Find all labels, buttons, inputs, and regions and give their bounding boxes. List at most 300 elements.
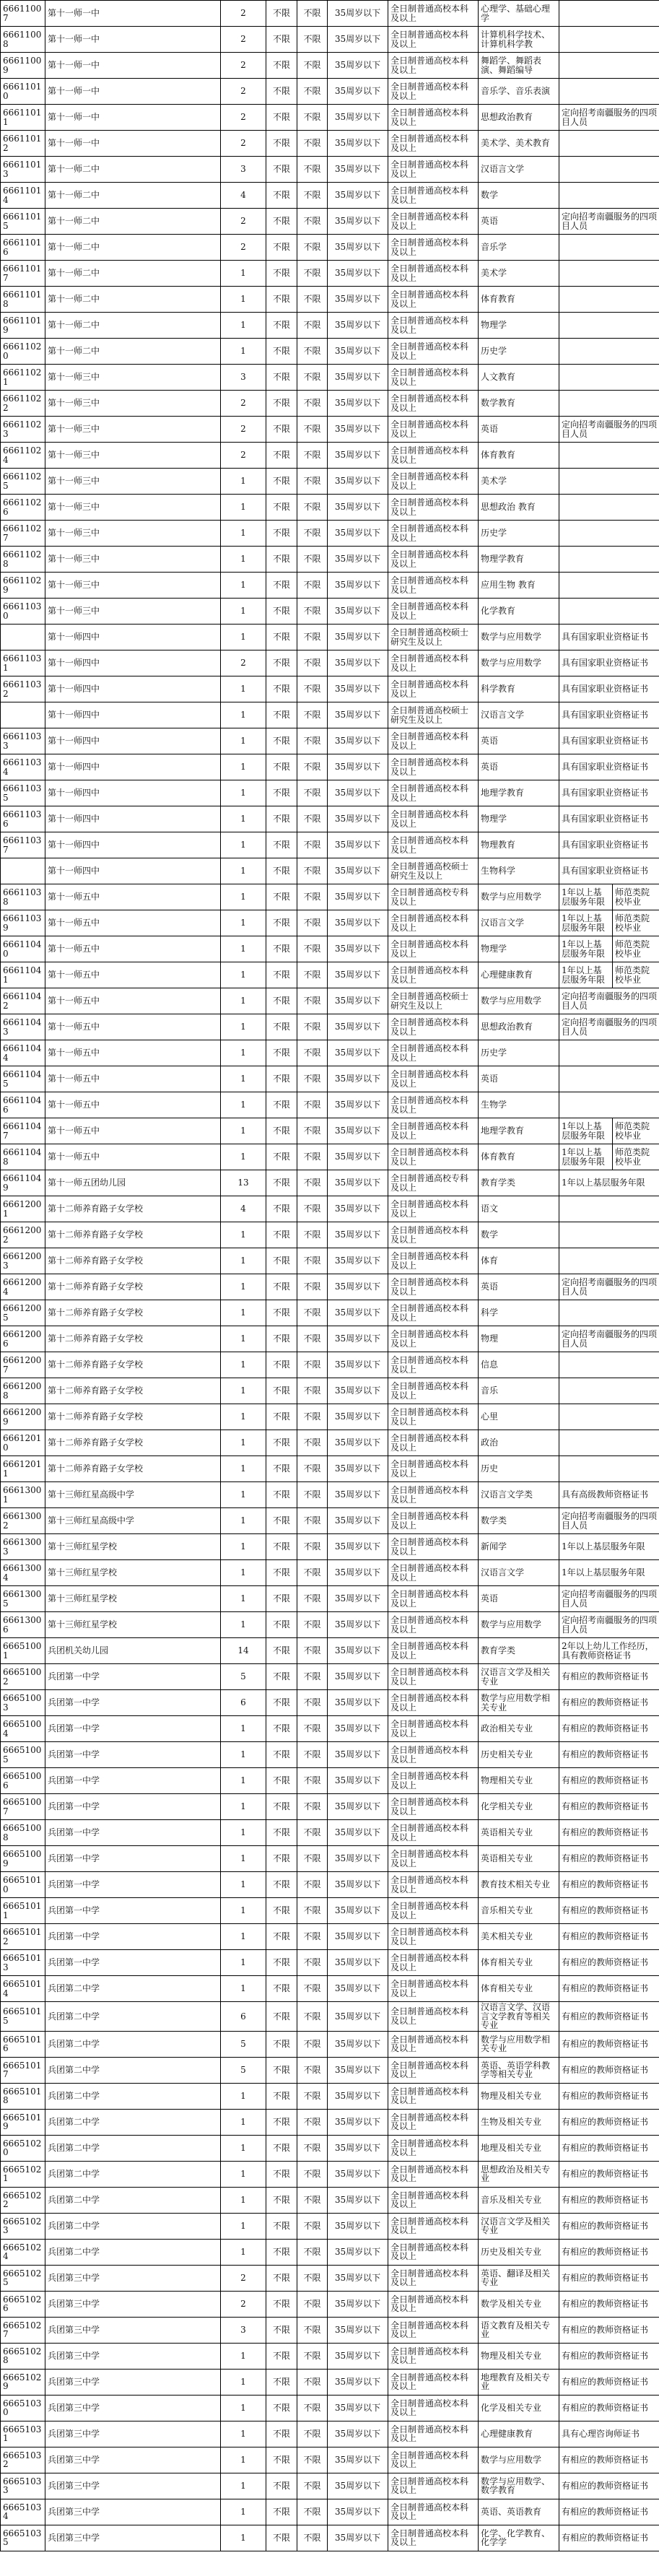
- unit-name-cell: 第十一师一中: [45, 105, 221, 131]
- sex-cell: 不限: [266, 53, 297, 79]
- position-code-cell: [1, 625, 45, 650]
- other-cell-2: 师范类院校毕业: [613, 962, 659, 988]
- education-cell: 全日制普通高校本科及以上: [388, 1430, 479, 1456]
- count-cell: 1: [221, 2187, 266, 2213]
- education-cell: 全日制普通高校本科及以上: [388, 2395, 479, 2421]
- education-cell: 全日制普通高校本科及以上: [388, 2161, 479, 2187]
- table-row: [1, 417, 659, 443]
- table-row: [1, 1586, 659, 1612]
- education-cell: 全日制普通高校硕士研究生及以上: [388, 702, 479, 728]
- ethnic-cell: 不限: [297, 1378, 328, 1404]
- other-cell: 具有高级教师资格证书: [559, 1482, 659, 1508]
- table-row: [1, 2265, 659, 2291]
- major-cell: 思想政治教育: [479, 1014, 559, 1040]
- table-row: [1, 2369, 659, 2395]
- count-cell: 1: [221, 1014, 266, 1040]
- unit-name-cell: 兵团第一中学: [45, 1768, 221, 1794]
- position-code-cell: 66651015: [1, 2002, 45, 2032]
- count-cell: 1: [221, 1950, 266, 1976]
- education-cell: 全日制普通高校本科及以上: [388, 1040, 479, 1066]
- unit-name-cell: 兵团第三中学: [45, 2499, 221, 2525]
- other-cell: 有相应的教师资格证书: [559, 1768, 659, 1794]
- education-cell: 全日制普通高校本科及以上: [388, 573, 479, 599]
- sex-cell: 不限: [266, 1560, 297, 1586]
- other-cell: 具有国家职业资格证书: [559, 754, 659, 780]
- table-row: [1, 1, 659, 27]
- education-cell: 全日制普通高校本科及以上: [388, 599, 479, 625]
- ethnic-cell: 不限: [297, 832, 328, 858]
- education-cell: 全日制普通高校本科及以上: [388, 910, 479, 936]
- position-code-cell: 66651020: [1, 2135, 45, 2161]
- count-cell: 1: [221, 1794, 266, 1820]
- major-cell: 化学相关专业: [479, 1794, 559, 1820]
- table-row: [1, 2239, 659, 2265]
- age-cell: 35周岁以下: [328, 780, 388, 806]
- other-cell: [559, 1352, 659, 1378]
- unit-name-cell: 兵团第二中学: [45, 2213, 221, 2239]
- position-code-cell: 66651014: [1, 1976, 45, 2002]
- ethnic-cell: 不限: [297, 2135, 328, 2161]
- other-cell: 具有国家职业资格证书: [559, 702, 659, 728]
- unit-name-cell: 第十一师二中: [45, 235, 221, 261]
- sex-cell: 不限: [266, 1040, 297, 1066]
- unit-name-cell: 兵团第一中学: [45, 1846, 221, 1872]
- age-cell: 35周岁以下: [328, 1378, 388, 1404]
- position-code-cell: 66611041: [1, 962, 45, 988]
- position-code-cell: 66611010: [1, 79, 45, 105]
- education-cell: 全日制普通高校本科及以上: [388, 936, 479, 962]
- education-cell: 全日制普通高校本科及以上: [388, 1820, 479, 1846]
- position-code-cell: 66611033: [1, 728, 45, 754]
- other-cell: 具有国家职业资格证书: [559, 625, 659, 650]
- other-cell: [559, 1092, 659, 1118]
- ethnic-cell: 不限: [297, 2395, 328, 2421]
- other-cell-2: 师范类院校毕业: [613, 1118, 659, 1144]
- count-cell: 1: [221, 962, 266, 988]
- table-row: [1, 2421, 659, 2447]
- position-code-cell: 66613001: [1, 1482, 45, 1508]
- position-code-cell: 66611007: [1, 1, 45, 27]
- sex-cell: 不限: [266, 702, 297, 728]
- other-cell: 2年以上幼儿工作经历，具有教师资格证书: [559, 1638, 659, 1664]
- unit-name-cell: 第十一师五中: [45, 1014, 221, 1040]
- ethnic-cell: 不限: [297, 1508, 328, 1534]
- sex-cell: 不限: [266, 728, 297, 754]
- unit-name-cell: 第十一师四中: [45, 728, 221, 754]
- unit-name-cell: 第十一师五中: [45, 1066, 221, 1092]
- sex-cell: 不限: [266, 417, 297, 443]
- age-cell: 35周岁以下: [328, 1976, 388, 2002]
- education-cell: 全日制普通高校本科及以上: [388, 183, 479, 209]
- ethnic-cell: 不限: [297, 287, 328, 313]
- major-cell: 化学、化学教育、化学学: [479, 2525, 559, 2551]
- unit-name-cell: 第十二师养育路子女学校: [45, 1326, 221, 1352]
- table-row: [1, 547, 659, 573]
- major-cell: 物理及相关专业: [479, 2343, 559, 2369]
- education-cell: 全日制普通高校本科及以上: [388, 2187, 479, 2213]
- unit-name-cell: 第十一师四中: [45, 858, 221, 884]
- position-code-cell: 66613006: [1, 1612, 45, 1638]
- ethnic-cell: 不限: [297, 1482, 328, 1508]
- age-cell: 35周岁以下: [328, 495, 388, 521]
- sex-cell: 不限: [266, 1820, 297, 1846]
- education-cell: 全日制普通高校本科及以上: [388, 1118, 479, 1144]
- major-cell: 美术学: [479, 469, 559, 495]
- ethnic-cell: 不限: [297, 183, 328, 209]
- major-cell: 英语、翻译及相关专业: [479, 2265, 559, 2291]
- age-cell: 35周岁以下: [328, 1144, 388, 1170]
- table-row: [1, 105, 659, 131]
- major-cell: 地理教育及相关专业: [479, 2369, 559, 2395]
- table-row: [1, 157, 659, 183]
- major-cell: 美术相关专业: [479, 1924, 559, 1950]
- age-cell: 35周岁以下: [328, 1118, 388, 1144]
- age-cell: 35周岁以下: [328, 1638, 388, 1664]
- sex-cell: 不限: [266, 2002, 297, 2032]
- major-cell: 体育教育: [479, 443, 559, 469]
- unit-name-cell: 第十一师二中: [45, 209, 221, 235]
- table-row: [1, 650, 659, 676]
- age-cell: 35周岁以下: [328, 2499, 388, 2525]
- major-cell: 音乐学: [479, 235, 559, 261]
- count-cell: 3: [221, 365, 266, 391]
- count-cell: 1: [221, 2109, 266, 2135]
- sex-cell: 不限: [266, 1430, 297, 1456]
- education-cell: 全日制普通高校本科及以上: [388, 365, 479, 391]
- major-cell: 历史及相关专业: [479, 2239, 559, 2265]
- ethnic-cell: 不限: [297, 2343, 328, 2369]
- age-cell: 35周岁以下: [328, 105, 388, 131]
- position-code-cell: 66651025: [1, 2265, 45, 2291]
- other-cell: [559, 157, 659, 183]
- major-cell: 语文: [479, 1196, 559, 1222]
- table-row: [1, 2447, 659, 2473]
- major-cell: 汉语言文学、汉语言文学教育等相关专业: [479, 2002, 559, 2032]
- major-cell: 教育学类: [479, 1638, 559, 1664]
- sex-cell: 不限: [266, 1274, 297, 1300]
- other-cell-2: 师范类院校毕业: [613, 1144, 659, 1170]
- table-row: [1, 2473, 659, 2499]
- unit-name-cell: 第十二师养育路子女学校: [45, 1404, 221, 1430]
- sex-cell: 不限: [266, 443, 297, 469]
- count-cell: 1: [221, 1430, 266, 1456]
- ethnic-cell: 不限: [297, 2057, 328, 2083]
- position-code-cell: 66651001: [1, 1638, 45, 1664]
- major-cell: 心理学、基础心理学: [479, 1, 559, 27]
- count-cell: 1: [221, 988, 266, 1014]
- ethnic-cell: 不限: [297, 495, 328, 521]
- count-cell: 1: [221, 676, 266, 702]
- sex-cell: 不限: [266, 1, 297, 27]
- position-code-cell: 66611039: [1, 910, 45, 936]
- table-row: [1, 1612, 659, 1638]
- position-code-cell: 66651002: [1, 1664, 45, 1690]
- ethnic-cell: 不限: [297, 1898, 328, 1924]
- ethnic-cell: 不限: [297, 1534, 328, 1560]
- position-code-cell: 66651010: [1, 1872, 45, 1898]
- position-code-cell: 66651011: [1, 1898, 45, 1924]
- count-cell: 2: [221, 391, 266, 417]
- sex-cell: 不限: [266, 79, 297, 105]
- ethnic-cell: 不限: [297, 1456, 328, 1482]
- major-cell: 科学: [479, 1300, 559, 1326]
- other-cell: 有相应的教师资格证书: [559, 1950, 659, 1976]
- table-row: [1, 365, 659, 391]
- other-cell: 有相应的教师资格证书: [559, 2395, 659, 2421]
- education-cell: 全日制普通高校本科及以上: [388, 1378, 479, 1404]
- other-cell: 有相应的教师资格证书: [559, 2499, 659, 2525]
- ethnic-cell: 不限: [297, 1118, 328, 1144]
- table-row: [1, 1508, 659, 1534]
- education-cell: 全日制普通高校本科及以上: [388, 417, 479, 443]
- age-cell: 35周岁以下: [328, 754, 388, 780]
- other-cell: 有相应的教师资格证书: [559, 2135, 659, 2161]
- ethnic-cell: 不限: [297, 988, 328, 1014]
- education-cell: 全日制普通高校本科及以上: [388, 1066, 479, 1092]
- ethnic-cell: 不限: [297, 27, 328, 53]
- ethnic-cell: 不限: [297, 1066, 328, 1092]
- sex-cell: 不限: [266, 547, 297, 573]
- sex-cell: 不限: [266, 1664, 297, 1690]
- sex-cell: 不限: [266, 676, 297, 702]
- position-code-cell: 66611022: [1, 391, 45, 417]
- education-cell: 全日制普通高校本科及以上: [388, 2499, 479, 2525]
- unit-name-cell: 第十一师一中: [45, 27, 221, 53]
- table-row: [1, 702, 659, 728]
- count-cell: 1: [221, 495, 266, 521]
- ethnic-cell: 不限: [297, 2002, 328, 2032]
- age-cell: 35周岁以下: [328, 1924, 388, 1950]
- count-cell: 1: [221, 1508, 266, 1534]
- table-row: [1, 2343, 659, 2369]
- unit-name-cell: 第十一师五中: [45, 936, 221, 962]
- unit-name-cell: 第十一师五中: [45, 1144, 221, 1170]
- position-code-cell: 66611011: [1, 105, 45, 131]
- education-cell: 全日制普通高校本科及以上: [388, 1586, 479, 1612]
- education-cell: 全日制普通高校本科及以上: [388, 469, 479, 495]
- count-cell: 1: [221, 1144, 266, 1170]
- position-code-cell: 66611032: [1, 676, 45, 702]
- education-cell: 全日制普通高校本科及以上: [388, 209, 479, 235]
- age-cell: 35周岁以下: [328, 1300, 388, 1326]
- major-cell: 计算机科学技术、计算机科学教: [479, 27, 559, 53]
- table-row: [1, 1430, 659, 1456]
- major-cell: 心理健康教育: [479, 2421, 559, 2447]
- unit-name-cell: 第十一师四中: [45, 806, 221, 832]
- table-row: [1, 443, 659, 469]
- unit-name-cell: 第十二师养育路子女学校: [45, 1300, 221, 1326]
- education-cell: 全日制普通高校本科及以上: [388, 2083, 479, 2109]
- major-cell: 数学: [479, 1222, 559, 1248]
- count-cell: 1: [221, 2499, 266, 2525]
- position-code-cell: 66611034: [1, 754, 45, 780]
- major-cell: 数学类: [479, 1508, 559, 1534]
- age-cell: 35周岁以下: [328, 676, 388, 702]
- major-cell: 英语、英语教育: [479, 2499, 559, 2525]
- age-cell: 35周岁以下: [328, 2031, 388, 2057]
- table-row: [1, 1352, 659, 1378]
- position-code-cell: 66611013: [1, 157, 45, 183]
- sex-cell: 不限: [266, 1248, 297, 1274]
- count-cell: 1: [221, 1976, 266, 2002]
- ethnic-cell: 不限: [297, 1040, 328, 1066]
- major-cell: 数学与应用数学: [479, 625, 559, 650]
- count-cell: 1: [221, 1066, 266, 1092]
- unit-name-cell: 第十一师三中: [45, 495, 221, 521]
- count-cell: 1: [221, 1898, 266, 1924]
- major-cell: 生物科学: [479, 858, 559, 884]
- ethnic-cell: 不限: [297, 2291, 328, 2317]
- unit-name-cell: 第十一师四中: [45, 676, 221, 702]
- ethnic-cell: 不限: [297, 1846, 328, 1872]
- count-cell: 6: [221, 2002, 266, 2032]
- education-cell: 全日制普通高校本科及以上: [388, 2525, 479, 2551]
- age-cell: 35周岁以下: [328, 339, 388, 365]
- age-cell: 35周岁以下: [328, 209, 388, 235]
- sex-cell: 不限: [266, 1196, 297, 1222]
- ethnic-cell: 不限: [297, 625, 328, 650]
- major-cell: 数学与应用数学相关专业: [479, 1690, 559, 1716]
- table-row: [1, 1742, 659, 1768]
- table-row: [1, 780, 659, 806]
- ethnic-cell: 不限: [297, 1274, 328, 1300]
- major-cell: 汉语言文学: [479, 702, 559, 728]
- count-cell: 2: [221, 417, 266, 443]
- age-cell: 35周岁以下: [328, 573, 388, 599]
- sex-cell: 不限: [266, 884, 297, 910]
- count-cell: 1: [221, 1222, 266, 1248]
- table-row: [1, 1118, 659, 1144]
- position-code-cell: 66611018: [1, 287, 45, 313]
- major-cell: 信息: [479, 1352, 559, 1378]
- sex-cell: 不限: [266, 1690, 297, 1716]
- sex-cell: 不限: [266, 754, 297, 780]
- age-cell: 35周岁以下: [328, 2395, 388, 2421]
- other-cell: [559, 131, 659, 157]
- sex-cell: 不限: [266, 1924, 297, 1950]
- education-cell: 全日制普通高校本科及以上: [388, 1716, 479, 1742]
- age-cell: 35周岁以下: [328, 417, 388, 443]
- sex-cell: 不限: [266, 521, 297, 547]
- age-cell: 35周岁以下: [328, 2002, 388, 2032]
- other-cell: 有相应的教师资格证书: [559, 1716, 659, 1742]
- ethnic-cell: 不限: [297, 1326, 328, 1352]
- count-cell: 1: [221, 754, 266, 780]
- position-code-cell: 66651033: [1, 2473, 45, 2499]
- position-code-cell: 66651026: [1, 2291, 45, 2317]
- age-cell: 35周岁以下: [328, 1690, 388, 1716]
- ethnic-cell: 不限: [297, 2213, 328, 2239]
- age-cell: 35周岁以下: [328, 1066, 388, 1092]
- table-row: [1, 2031, 659, 2057]
- other-cell-2: 师范类院校毕业: [613, 936, 659, 962]
- position-code-cell: 66611029: [1, 573, 45, 599]
- other-cell: [559, 1066, 659, 1092]
- other-cell: 1年以上基层服务年限: [559, 936, 613, 962]
- unit-name-cell: 第十一师三中: [45, 391, 221, 417]
- ethnic-cell: 不限: [297, 1768, 328, 1794]
- position-code-cell: 66611040: [1, 936, 45, 962]
- position-code-cell: 66651018: [1, 2083, 45, 2109]
- other-cell: [559, 599, 659, 625]
- unit-name-cell: 兵团第三中学: [45, 2291, 221, 2317]
- other-cell: 有相应的教师资格证书: [559, 2525, 659, 2551]
- sex-cell: 不限: [266, 858, 297, 884]
- position-code-cell: 66612010: [1, 1430, 45, 1456]
- ethnic-cell: 不限: [297, 1820, 328, 1846]
- sex-cell: 不限: [266, 1482, 297, 1508]
- position-code-cell: 66611031: [1, 650, 45, 676]
- count-cell: 1: [221, 1742, 266, 1768]
- table-row: [1, 599, 659, 625]
- unit-name-cell: 兵团第三中学: [45, 2369, 221, 2395]
- other-cell: 具有国家职业资格证书: [559, 728, 659, 754]
- education-cell: 全日制普通高校本科及以上: [388, 261, 479, 287]
- unit-name-cell: 兵团第二中学: [45, 2161, 221, 2187]
- count-cell: 1: [221, 521, 266, 547]
- unit-name-cell: 第十三师红星高级中学: [45, 1482, 221, 1508]
- table-row: [1, 339, 659, 365]
- education-cell: 全日制普通高校本科及以上: [388, 1924, 479, 1950]
- unit-name-cell: 兵团第一中学: [45, 1950, 221, 1976]
- age-cell: 35周岁以下: [328, 650, 388, 676]
- position-code-cell: 66611016: [1, 235, 45, 261]
- other-cell: [559, 1430, 659, 1456]
- ethnic-cell: 不限: [297, 2317, 328, 2343]
- other-cell: 定向招考南疆服务的四项目人员: [559, 988, 659, 1014]
- table-row: [1, 183, 659, 209]
- major-cell: 英语: [479, 1274, 559, 1300]
- other-cell: 定向招考南疆服务的四项目人员: [559, 1612, 659, 1638]
- education-cell: 全日制普通高校本科及以上: [388, 27, 479, 53]
- count-cell: 1: [221, 2213, 266, 2239]
- table-row: [1, 469, 659, 495]
- table-row: [1, 79, 659, 105]
- age-cell: 35周岁以下: [328, 1222, 388, 1248]
- age-cell: 35周岁以下: [328, 79, 388, 105]
- education-cell: 全日制普通高校本科及以上: [388, 1482, 479, 1508]
- table-row: [1, 1716, 659, 1742]
- age-cell: 35周岁以下: [328, 2161, 388, 2187]
- age-cell: 35周岁以下: [328, 1846, 388, 1872]
- sex-cell: 不限: [266, 2187, 297, 2213]
- sex-cell: 不限: [266, 2265, 297, 2291]
- position-code-cell: 66611037: [1, 832, 45, 858]
- education-cell: 全日制普通高校本科及以上: [388, 391, 479, 417]
- major-cell: 历史: [479, 1456, 559, 1482]
- age-cell: 35周岁以下: [328, 625, 388, 650]
- other-cell: 有相应的教师资格证书: [559, 1846, 659, 1872]
- sex-cell: 不限: [266, 1092, 297, 1118]
- ethnic-cell: 不限: [297, 443, 328, 469]
- ethnic-cell: 不限: [297, 1144, 328, 1170]
- count-cell: 5: [221, 2057, 266, 2083]
- count-cell: 2: [221, 79, 266, 105]
- unit-name-cell: 兵团第一中学: [45, 1716, 221, 1742]
- unit-name-cell: 第十一师一中: [45, 79, 221, 105]
- other-cell: 有相应的教师资格证书: [559, 2083, 659, 2109]
- sex-cell: 不限: [266, 1742, 297, 1768]
- ethnic-cell: 不限: [297, 417, 328, 443]
- ethnic-cell: 不限: [297, 962, 328, 988]
- count-cell: 1: [221, 313, 266, 339]
- education-cell: 全日制普通高校本科及以上: [388, 2057, 479, 2083]
- major-cell: 体育相关专业: [479, 1976, 559, 2002]
- unit-name-cell: 第十三师红星学校: [45, 1534, 221, 1560]
- unit-name-cell: 兵团第二中学: [45, 2083, 221, 2109]
- age-cell: 35周岁以下: [328, 131, 388, 157]
- sex-cell: 不限: [266, 2161, 297, 2187]
